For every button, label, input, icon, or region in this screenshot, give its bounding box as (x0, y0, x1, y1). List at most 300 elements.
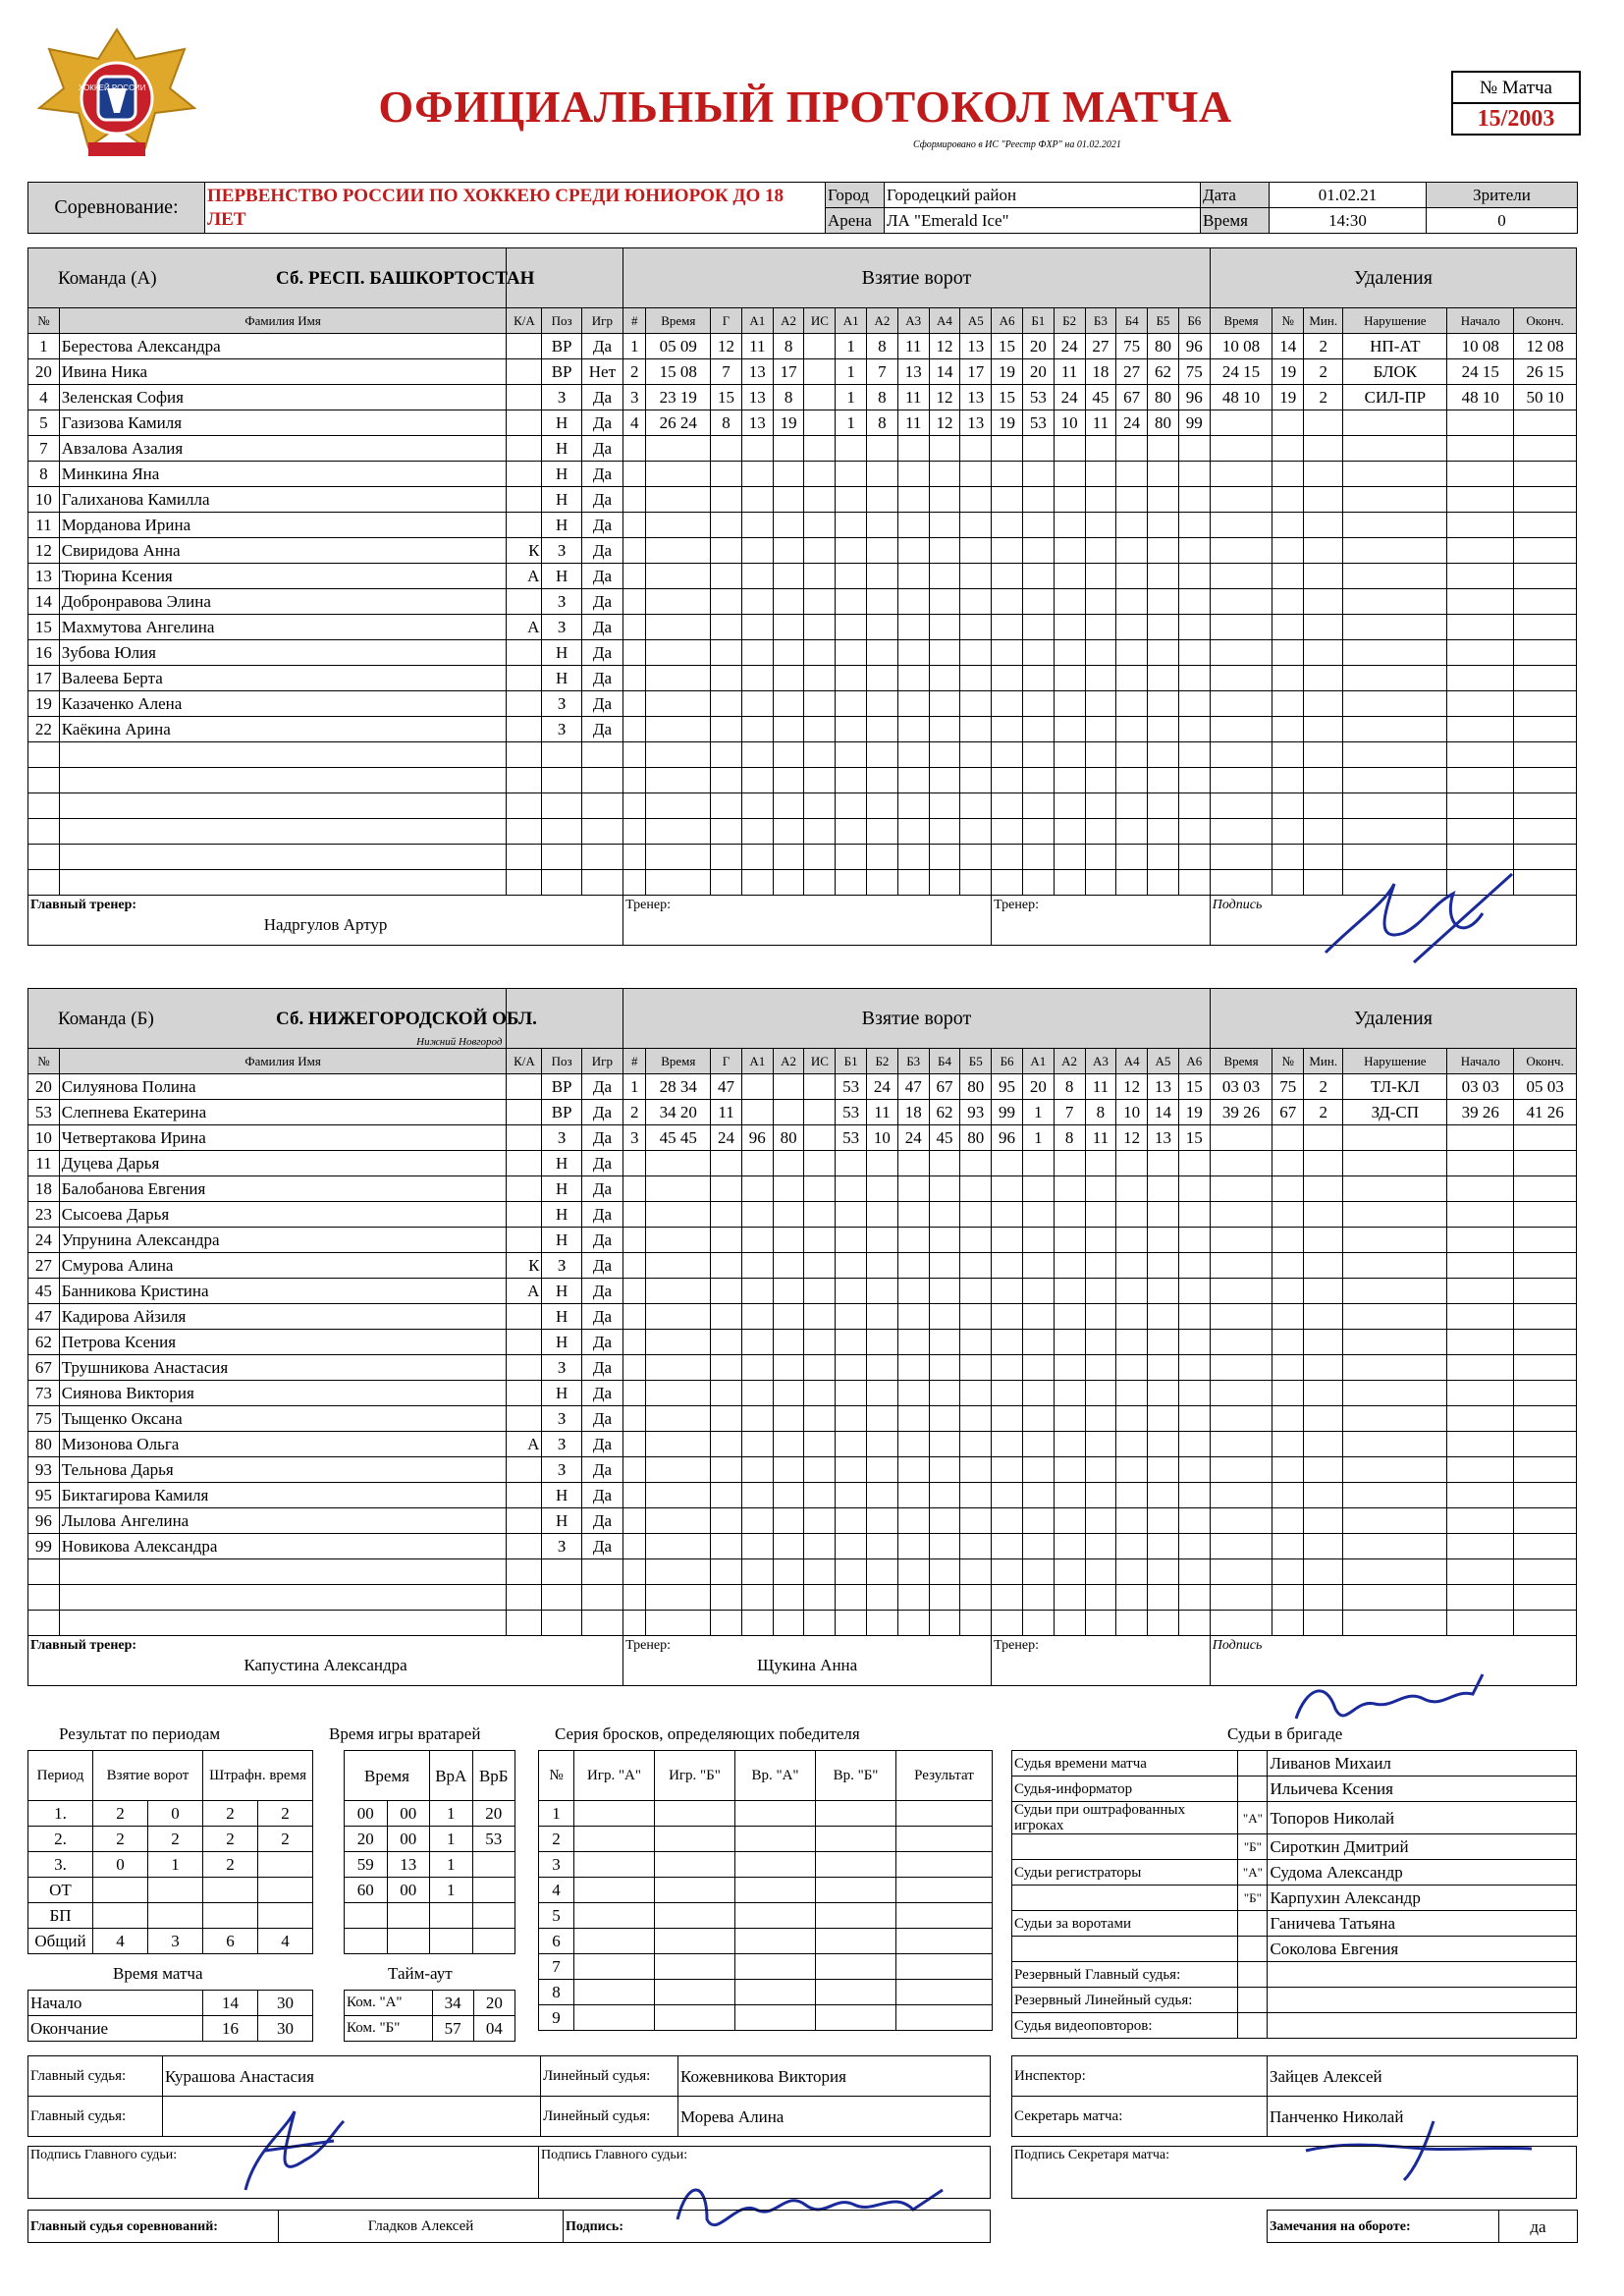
shootout-num: 6 (539, 1929, 574, 1954)
period-cell: 3 (148, 1929, 203, 1954)
player-name: Сиянова Виктория (59, 1381, 507, 1406)
player-number: 75 (28, 1406, 60, 1432)
period-cell (203, 1878, 258, 1903)
goal-cell: 53 (1022, 385, 1054, 410)
brigade-name: Ильичева Ксения (1268, 1777, 1577, 1802)
goal-cell: 12 (711, 334, 742, 359)
goal-cell: 80 (1148, 334, 1179, 359)
player-position: З (542, 1253, 581, 1279)
period-cell (148, 1903, 203, 1929)
player-row (28, 666, 1577, 691)
player-number: 24 (28, 1228, 60, 1253)
player-row (28, 1381, 1577, 1406)
player-name: Газизова Камиля (59, 410, 507, 436)
col-onice: А3 (1085, 1049, 1116, 1074)
player-position: З (542, 589, 581, 615)
head-coach: Капустина Александра (244, 1656, 407, 1674)
col-onice: А1 (1022, 1049, 1054, 1074)
col-onice: А1 (836, 308, 867, 334)
period-cell: 2 (203, 1827, 258, 1852)
player-played: Да (581, 1304, 623, 1330)
col-a1: А1 (741, 308, 773, 334)
player-number: 16 (28, 640, 60, 666)
col-pen_end: Оконч. (1514, 1049, 1577, 1074)
player-number: 13 (28, 564, 60, 589)
team-label: Команда (А) (58, 268, 157, 289)
gk-cell: 1 (430, 1852, 473, 1878)
col-pen_time: Время (1210, 1049, 1272, 1074)
penalty-player: 75 (1272, 1074, 1304, 1100)
brigade-team: "А" (1238, 1802, 1268, 1834)
player-position: Н (542, 1202, 581, 1228)
player-row (28, 1304, 1577, 1330)
col-num: № (28, 308, 60, 334)
page-title: ОФИЦИАЛЬНЫЙ ПРОТОКОЛ МАТЧА (378, 82, 1232, 132)
goal-cell: 53 (836, 1100, 867, 1125)
goal-cell: 24 (867, 1074, 898, 1100)
player-name: Зеленская София (59, 385, 507, 410)
goal-cell: 12 (929, 410, 960, 436)
goal-number: 3 (623, 385, 646, 410)
date-value: 01.02.21 (1270, 183, 1427, 208)
penalty-violation: НП-АТ (1343, 334, 1447, 359)
player-row (28, 1508, 1577, 1534)
goal-cell: 80 (1148, 385, 1179, 410)
brigade-team (1238, 1988, 1268, 2013)
goal-cell: 11 (741, 334, 773, 359)
sign-ref-label-2: Подпись Главного судьи: (539, 2147, 991, 2199)
trainer-label: Тренер: (625, 898, 671, 912)
goal-cell: 1 (836, 385, 867, 410)
goal-cell: 8 (1085, 1100, 1116, 1125)
player-role (507, 436, 542, 462)
goal-cell: 96 (1178, 385, 1210, 410)
period-cell (258, 1852, 313, 1878)
player-row (28, 768, 1577, 793)
goal-cell: 24 (1054, 385, 1085, 410)
goal-cell: 47 (897, 1074, 929, 1100)
player-position: З (542, 1457, 581, 1483)
penalty-player: 67 (1272, 1100, 1304, 1125)
col-onice: А6 (992, 308, 1023, 334)
inspector-table (1011, 2055, 1578, 2137)
goal-cell (804, 1125, 836, 1151)
player-name: Свиридова Анна (59, 538, 507, 564)
player-played: Да (581, 462, 623, 487)
player-position: Н (542, 1151, 581, 1176)
penalty-violation: ТЛ-КЛ (1343, 1074, 1447, 1100)
period-cell: 6 (203, 1929, 258, 1954)
period-cell: 1 (148, 1852, 203, 1878)
player-position: Н (542, 1304, 581, 1330)
time-label: Время (1201, 208, 1270, 234)
col-onice: Б1 (1022, 308, 1054, 334)
player-row (28, 717, 1577, 742)
shootout-num: 7 (539, 1954, 574, 1980)
h-period: Период (28, 1751, 93, 1801)
goal-cell: 53 (836, 1074, 867, 1100)
goal-cell (773, 1100, 804, 1125)
goal-cell: 13 (741, 385, 773, 410)
player-role (507, 1355, 542, 1381)
brigade-team (1238, 1962, 1268, 1988)
city-label: Город (826, 183, 885, 208)
team-a-section (27, 247, 1577, 946)
end-h: 16 (203, 2016, 258, 2042)
gk-cell: 00 (387, 1827, 430, 1852)
player-name: Добронравова Элина (59, 589, 507, 615)
sign-secretary-table (1011, 2146, 1577, 2199)
goal-cell: 27 (1085, 334, 1116, 359)
brigade-name: Топоров Николай (1268, 1802, 1577, 1834)
penalty-player: 19 (1272, 385, 1304, 410)
player-number: 20 (28, 359, 60, 385)
penalty-start: 48 10 (1447, 385, 1514, 410)
player-role (507, 1508, 542, 1534)
player-role (507, 334, 542, 359)
player-number: 4 (28, 385, 60, 410)
shootout-header: Вр. "Б" (816, 1751, 896, 1801)
player-role: К (507, 538, 542, 564)
goal-cell: 53 (1022, 410, 1054, 436)
periods-title: Результат по периодам (59, 1724, 221, 1743)
player-number: 7 (28, 436, 60, 462)
player-role (507, 589, 542, 615)
line-2: Морева Алина (678, 2097, 991, 2137)
goal-cell: 13 (1148, 1125, 1179, 1151)
player-played: Да (581, 1457, 623, 1483)
period-cell: Общий (28, 1929, 93, 1954)
trainer-label-2: Тренер: (994, 898, 1039, 912)
penalty-end: 50 10 (1514, 385, 1577, 410)
player-position: Н (542, 1508, 581, 1534)
time-value: 14:30 (1270, 208, 1427, 234)
match-number: 15/2003 (1452, 103, 1580, 135)
goal-cell: 47 (711, 1074, 742, 1100)
goal-cell: 11 (711, 1100, 742, 1125)
goal-cell (804, 334, 836, 359)
penalties-header: Удаления (1210, 248, 1576, 308)
player-role (507, 1125, 542, 1151)
goal-time: 45 45 (646, 1125, 711, 1151)
player-position: З (542, 1406, 581, 1432)
player-position: Н (542, 564, 581, 589)
match-info (27, 182, 1578, 234)
col-name: Фамилия Имя (59, 1049, 507, 1074)
period-cell: 4 (258, 1929, 313, 1954)
shootout-header: № (539, 1751, 574, 1801)
player-position: Н (542, 640, 581, 666)
shootout-header: Игр. "Б" (655, 1751, 735, 1801)
officials-table (27, 2055, 991, 2137)
shootout-header: Вр. "А" (735, 1751, 816, 1801)
ref-label: Главный судья: (28, 2056, 163, 2097)
player-role (507, 1406, 542, 1432)
period-cell: 2 (258, 1827, 313, 1852)
player-row (28, 793, 1577, 819)
date-label: Дата (1201, 183, 1270, 208)
matchtime-table (27, 1990, 313, 2042)
player-name: Валеева Берта (59, 666, 507, 691)
goal-number: 3 (623, 1125, 646, 1151)
col-onice: А6 (1178, 1049, 1210, 1074)
player-row (28, 462, 1577, 487)
col-onice: А4 (929, 308, 960, 334)
head-coach: Надргулов Артур (263, 915, 388, 934)
player-row (28, 334, 1577, 359)
goal-cell: 80 (1148, 410, 1179, 436)
penalty-player: 19 (1272, 359, 1304, 385)
penalty-end: 41 26 (1514, 1100, 1577, 1125)
player-played: Да (581, 1330, 623, 1355)
coach-label: Главный тренер: (30, 898, 137, 912)
goal-cell: 11 (897, 410, 929, 436)
player-row (28, 1125, 1577, 1151)
goal-cell (773, 1074, 804, 1100)
player-position: ВР (542, 334, 581, 359)
goal-cell: 8 (711, 410, 742, 436)
player-position: З (542, 1125, 581, 1151)
period-cell: 2 (203, 1801, 258, 1827)
brigade-role: Судьи за воротами (1012, 1911, 1238, 1937)
remarks: да (1499, 2211, 1578, 2243)
player-position: З (542, 615, 581, 640)
teamB-table (27, 988, 1577, 1686)
goal-cell: 14 (929, 359, 960, 385)
player-name: Четвертакова Ирина (59, 1125, 507, 1151)
brigade-team (1238, 1937, 1268, 1962)
player-row (28, 1611, 1577, 1636)
player-name: Сысоева Дарья (59, 1202, 507, 1228)
player-row (28, 1151, 1577, 1176)
period-cell (148, 1878, 203, 1903)
goal-cell: 96 (992, 1125, 1023, 1151)
player-position: Н (542, 666, 581, 691)
sign-sec-label: Подпись Секретаря матча: (1012, 2147, 1577, 2199)
player-name: Берестова Александра (59, 334, 507, 359)
player-played: Да (581, 666, 623, 691)
goal-cell: 8 (867, 334, 898, 359)
penalty-violation: БЛОК (1343, 359, 1447, 385)
goal-cell: 15 (1178, 1125, 1210, 1151)
penalty-end: 12 08 (1514, 334, 1577, 359)
player-number: 11 (28, 1151, 60, 1176)
penalty-time: 39 26 (1210, 1100, 1272, 1125)
player-name: Минкина Яна (59, 462, 507, 487)
player-row (28, 538, 1577, 564)
gk-cell: 60 (345, 1878, 388, 1903)
col-a1: А1 (741, 1049, 773, 1074)
goal-cell: 20 (1022, 359, 1054, 385)
period-cell: 2 (148, 1827, 203, 1852)
goal-cell: 11 (1085, 410, 1116, 436)
goal-cell: 13 (897, 359, 929, 385)
signature-team-a (1316, 864, 1532, 982)
col-ka: К/А (507, 1049, 542, 1074)
player-role (507, 410, 542, 436)
goal-cell: 13 (960, 410, 992, 436)
player-role (507, 1100, 542, 1125)
player-number: 23 (28, 1202, 60, 1228)
gk-cell: 59 (345, 1852, 388, 1878)
player-role (507, 1151, 542, 1176)
player-name: Дуцева Дарья (59, 1151, 507, 1176)
sign-label: Подпись: (564, 2211, 991, 2243)
gk-cell: 53 (472, 1827, 515, 1852)
player-name: Слепнева Екатерина (59, 1100, 507, 1125)
goal-cell: 19 (1178, 1100, 1210, 1125)
player-played: Да (581, 1125, 623, 1151)
goal-number: 1 (623, 1074, 646, 1100)
goal-cell: 15 (992, 334, 1023, 359)
goal-cell: 19 (992, 410, 1023, 436)
player-played: Да (581, 1100, 623, 1125)
player-position: Н (542, 462, 581, 487)
h-gk-b: ВрБ (472, 1751, 515, 1801)
player-name: Биктагирова Камиля (59, 1483, 507, 1508)
player-name: Зубова Юлия (59, 640, 507, 666)
goal-cell: 99 (992, 1100, 1023, 1125)
gk-cell: 00 (387, 1801, 430, 1827)
player-number: 67 (28, 1355, 60, 1381)
team-name: Сб. РЕСП. БАШКОРТОСТАН (276, 268, 535, 289)
col-onice: Б6 (992, 1049, 1023, 1074)
match-number-box (1451, 71, 1581, 136)
goal-cell: 8 (867, 410, 898, 436)
col-pen_min: Мин. (1304, 308, 1343, 334)
goal-cell: 75 (1178, 359, 1210, 385)
player-name: Авзалова Азалия (59, 436, 507, 462)
goal-time: 28 34 (646, 1074, 711, 1100)
goal-time: 05 09 (646, 334, 711, 359)
line-label: Линейный судья: (541, 2056, 678, 2097)
signature-table (27, 2146, 991, 2199)
penalty-end: 05 03 (1514, 1074, 1577, 1100)
penalty-start: 10 08 (1447, 334, 1514, 359)
player-position: З (542, 1432, 581, 1457)
end-label: Окончание (28, 2016, 203, 2042)
player-played: Да (581, 1202, 623, 1228)
player-position: ВР (542, 359, 581, 385)
player-position: З (542, 385, 581, 410)
player-number: 99 (28, 1534, 60, 1559)
player-role (507, 1483, 542, 1508)
player-name: Казаченко Алена (59, 691, 507, 717)
player-number: 10 (28, 1125, 60, 1151)
timeout-b-m: 57 (432, 2016, 473, 2042)
gk-cell: 13 (387, 1852, 430, 1878)
period-cell: 2 (93, 1827, 148, 1852)
gk-cell: 00 (345, 1801, 388, 1827)
goal-cell: 75 (1116, 334, 1148, 359)
shootout-num: 5 (539, 1903, 574, 1929)
player-name: Трушникова Анастасия (59, 1355, 507, 1381)
player-role (507, 691, 542, 717)
player-name: Силуянова Полина (59, 1074, 507, 1100)
player-played: Да (581, 1355, 623, 1381)
player-row (28, 1100, 1577, 1125)
col-onice: Б5 (960, 1049, 992, 1074)
goal-cell: 17 (773, 359, 804, 385)
goal-cell: 10 (1116, 1100, 1148, 1125)
player-position: З (542, 717, 581, 742)
player-number: 11 (28, 513, 60, 538)
player-played: Да (581, 589, 623, 615)
penalty-violation: СИЛ-ПР (1343, 385, 1447, 410)
player-name: Смурова Алина (59, 1253, 507, 1279)
player-role (507, 513, 542, 538)
goal-cell: 24 (711, 1125, 742, 1151)
goal-cell: 7 (867, 359, 898, 385)
goal-cell: 13 (960, 385, 992, 410)
goal-cell: 20 (1022, 1074, 1054, 1100)
penalty-time: 48 10 (1210, 385, 1272, 410)
col-onice: А2 (867, 308, 898, 334)
player-number: 47 (28, 1304, 60, 1330)
goal-cell: 67 (929, 1074, 960, 1100)
goal-cell: 13 (1148, 1074, 1179, 1100)
player-name: Лылова Ангелина (59, 1508, 507, 1534)
goal-cell: 15 (711, 385, 742, 410)
period-cell: 0 (148, 1801, 203, 1827)
player-number: 45 (28, 1279, 60, 1304)
goal-cell: 15 (992, 385, 1023, 410)
gk-cell: 20 (472, 1801, 515, 1827)
player-number: 93 (28, 1457, 60, 1483)
goal-number: 2 (623, 1100, 646, 1125)
player-position: Н (542, 1176, 581, 1202)
goal-cell: 24 (1116, 410, 1148, 436)
sign-ref-label: Подпись Главного судьи: (28, 2147, 539, 2199)
goal-cell: 45 (1085, 385, 1116, 410)
player-role (507, 462, 542, 487)
fhr-logo (29, 20, 204, 177)
col-name: Фамилия Имя (59, 308, 507, 334)
penalty-minutes: 2 (1304, 385, 1343, 410)
player-played: Да (581, 691, 623, 717)
remarks-table (1267, 2210, 1578, 2243)
h-goals: Взятие ворот (93, 1751, 203, 1801)
gk-cell (472, 1878, 515, 1903)
trainer-label-2: Тренер: (994, 1638, 1039, 1653)
player-role (507, 640, 542, 666)
gk-cell: 1 (430, 1801, 473, 1827)
player-name: Махмутова Ангелина (59, 615, 507, 640)
goal-cell: 67 (1116, 385, 1148, 410)
col-onice: Б3 (1085, 308, 1116, 334)
secretary: Панченко Николай (1268, 2097, 1578, 2137)
player-role (507, 1176, 542, 1202)
goal-cell: 19 (773, 410, 804, 436)
player-name: Каёкина Арина (59, 717, 507, 742)
player-row (28, 1228, 1577, 1253)
penalty-start: 03 03 (1447, 1074, 1514, 1100)
period-cell: 1. (28, 1801, 93, 1827)
player-row (28, 487, 1577, 513)
shootout-num: 3 (539, 1852, 574, 1878)
brigade-team: "А" (1238, 1860, 1268, 1886)
player-name: Кадирова Айзиля (59, 1304, 507, 1330)
player-role (507, 1457, 542, 1483)
chief: Гладков Алексей (279, 2211, 564, 2243)
col-g: Г (711, 1049, 742, 1074)
goal-number: 4 (623, 410, 646, 436)
team-name: Сб. НИЖЕГОРОДСКОЙ ОБЛ. (276, 1009, 537, 1029)
goal-cell: 13 (960, 334, 992, 359)
penalty-start: 39 26 (1447, 1100, 1514, 1125)
goal-cell: 1 (836, 359, 867, 385)
shootout-num: 1 (539, 1801, 574, 1827)
